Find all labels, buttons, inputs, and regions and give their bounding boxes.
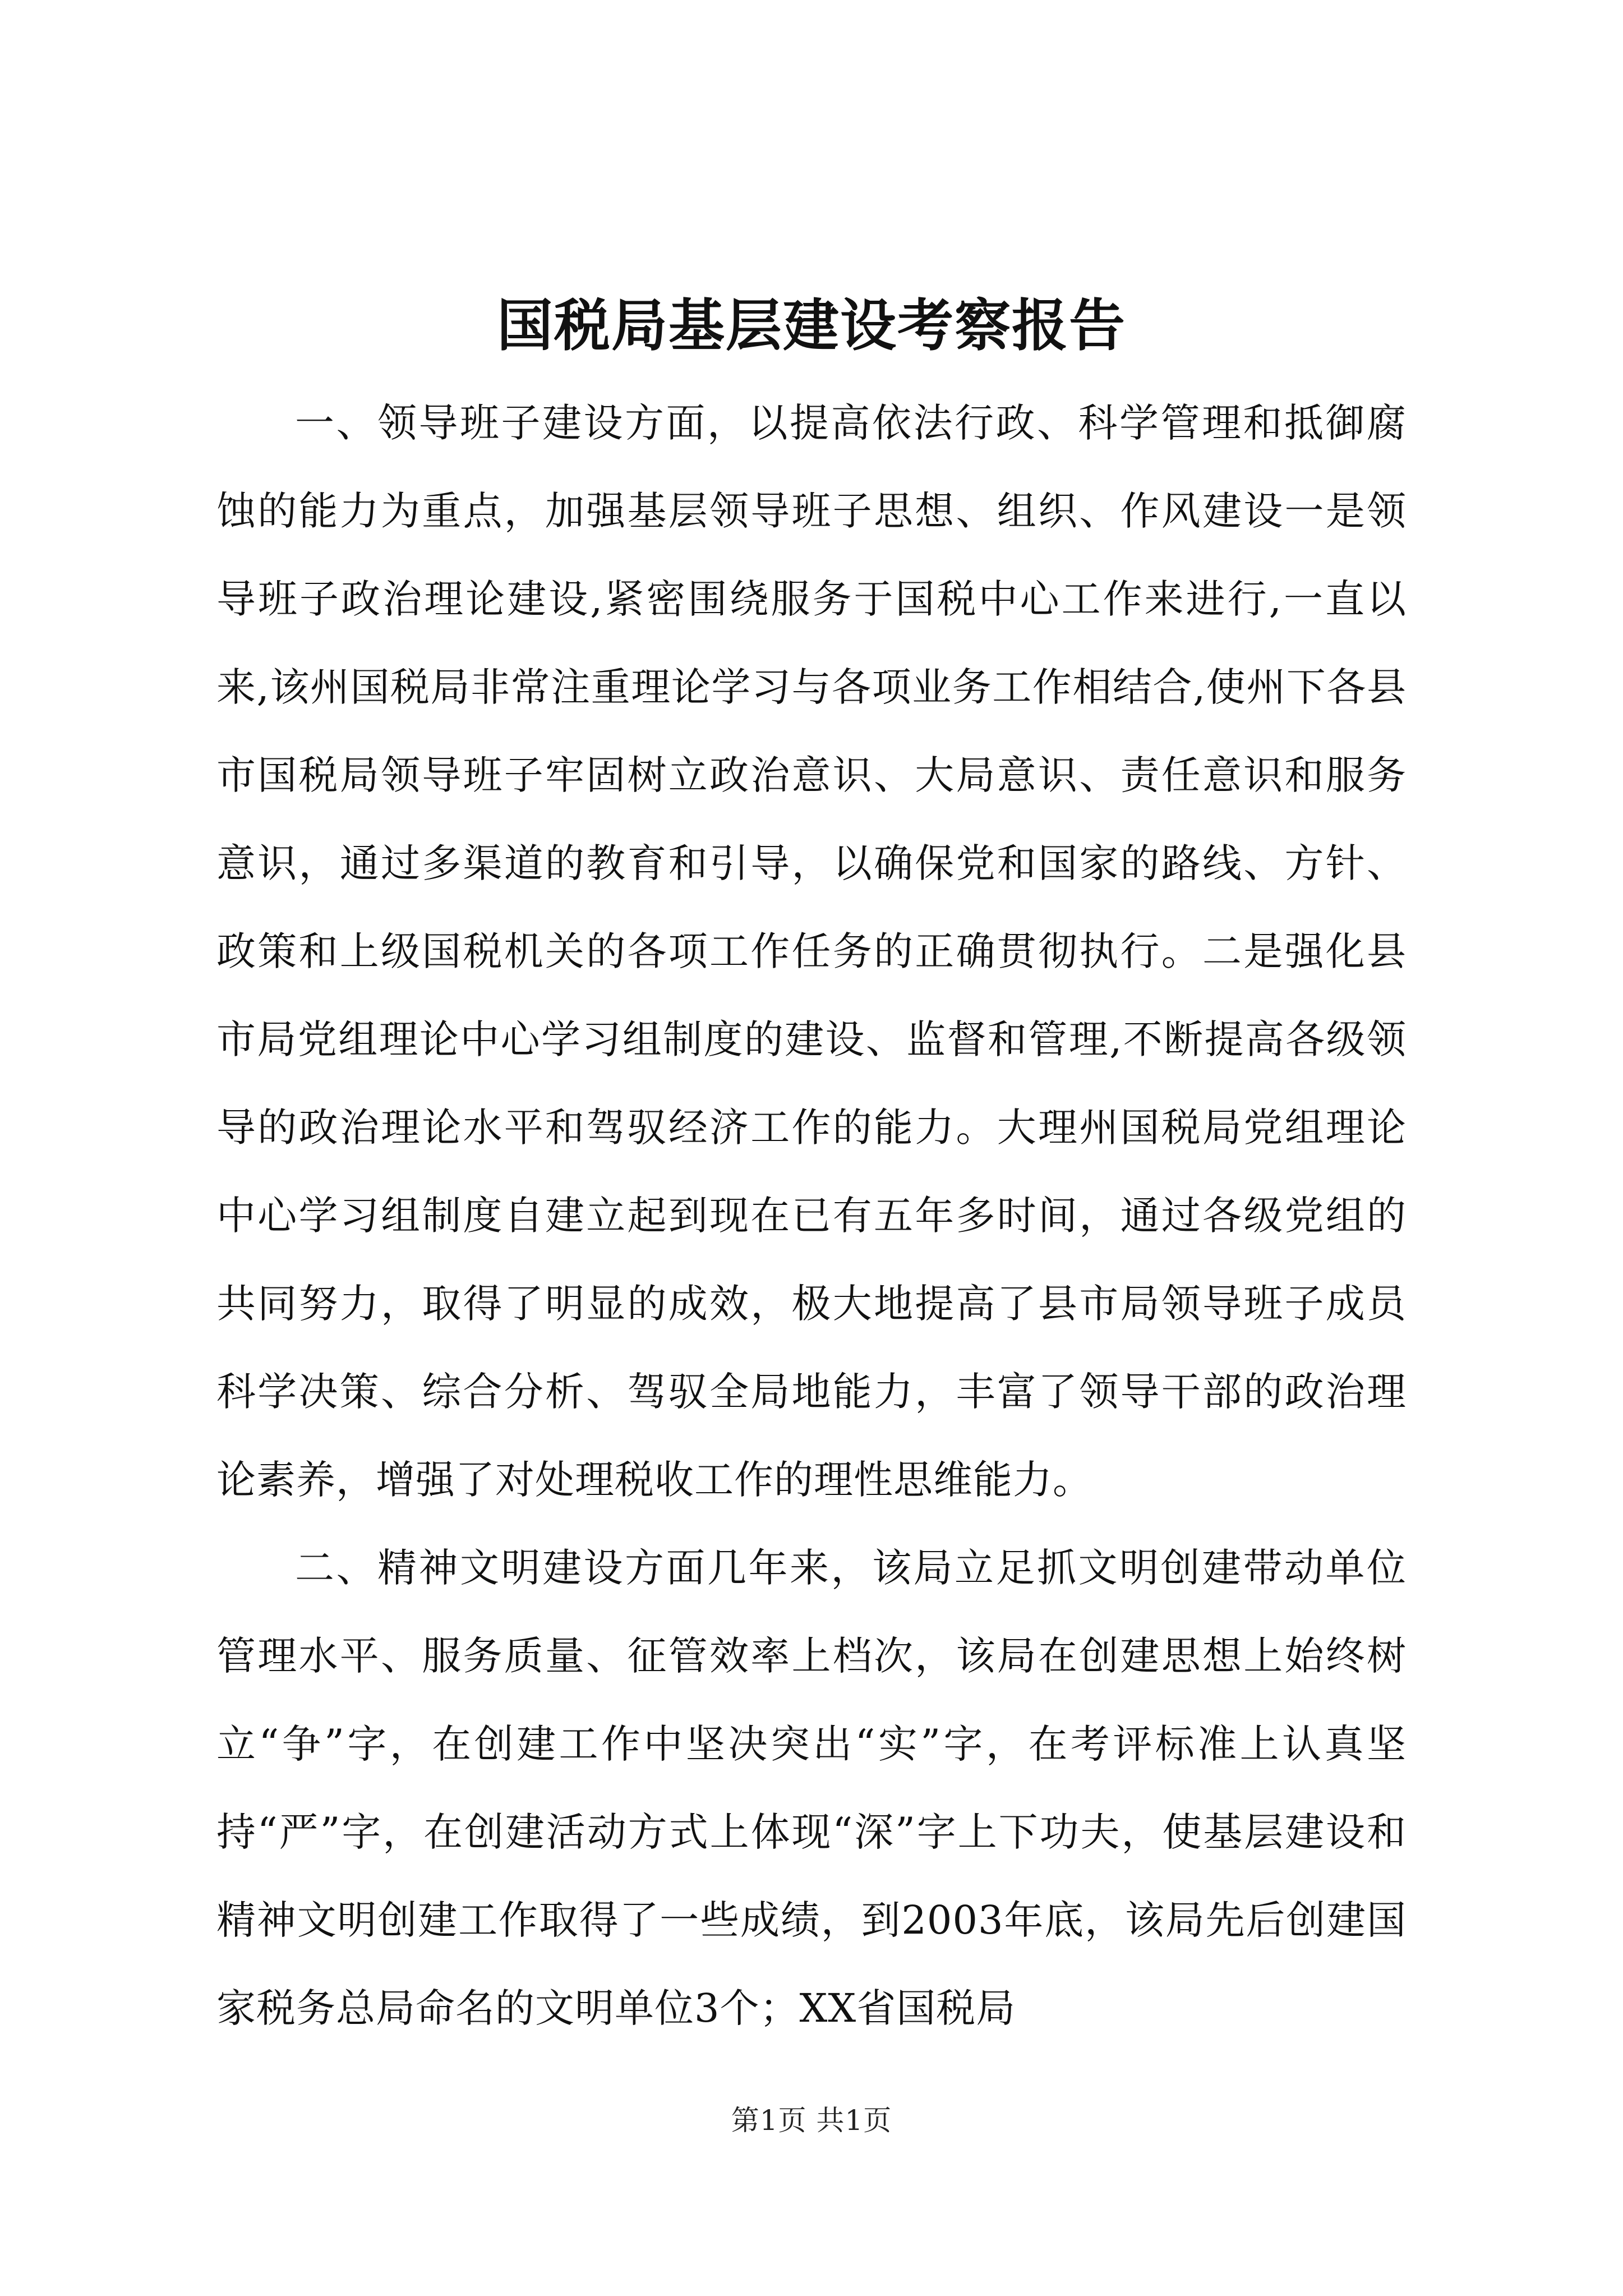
- document-title: 国税局基层建设考察报告: [497, 292, 1126, 358]
- document-body: [216, 379, 1407, 2053]
- paragraph-civilization: 二、精神文明建设方面几年来，该局立足抓文明创建带动单位管理水平、服务质量、征管效率上档次，该局在创建思想上始终树立“争”字，在创建工作中坚决突出“实”字，在考评标准上认真坚持“严”字，在创建活动方式上体现“深”字上下功夫，使基层建设和精神文明创建工作取得了一些成绩，到2003年底，该局先后创建国家税务总局命名的文明单位3个；XX省国税局: [216, 1545, 1407, 2031]
- page-footer: 第1页 共1页: [731, 2104, 892, 2137]
- paragraph-leadership: 一、领导班子建设方面，以提高依法行政、科学管理和抵御腐蚀的能力为重点，加强基层领导班子思想、组织、作风建设一是领导班子政治理论建设,紧密围绕服务于国税中心工作来进行,一直以来,该州国税局非常注重理论学习与各项业务工作相结合,使州下各县市国税局领导班子牢固树立政治意识、大局意识、责任意识和服务意识，通过多渠道的教育和引导，以确保党和国家的路线、方针、政策和上级国税机关的各项工作任务的正确贯彻执行。二是强化县市局党组理论中心学习组制度的建设、监督和管理,不断提高各级领导的政治理论水平和驾驭经济工作的能力。大理州国税局党组理论中心学习组制度自建立起到现在已有五年多时间，通过各级党组的共同努力，取得了明显的成效，极大地提高了县市局领导班子成员科学决策、综合分析、驾驭全局地能力，丰富了领导干部的政治理论素养，增强了对处理税收工作的理性思维能力。: [216, 400, 1407, 1503]
